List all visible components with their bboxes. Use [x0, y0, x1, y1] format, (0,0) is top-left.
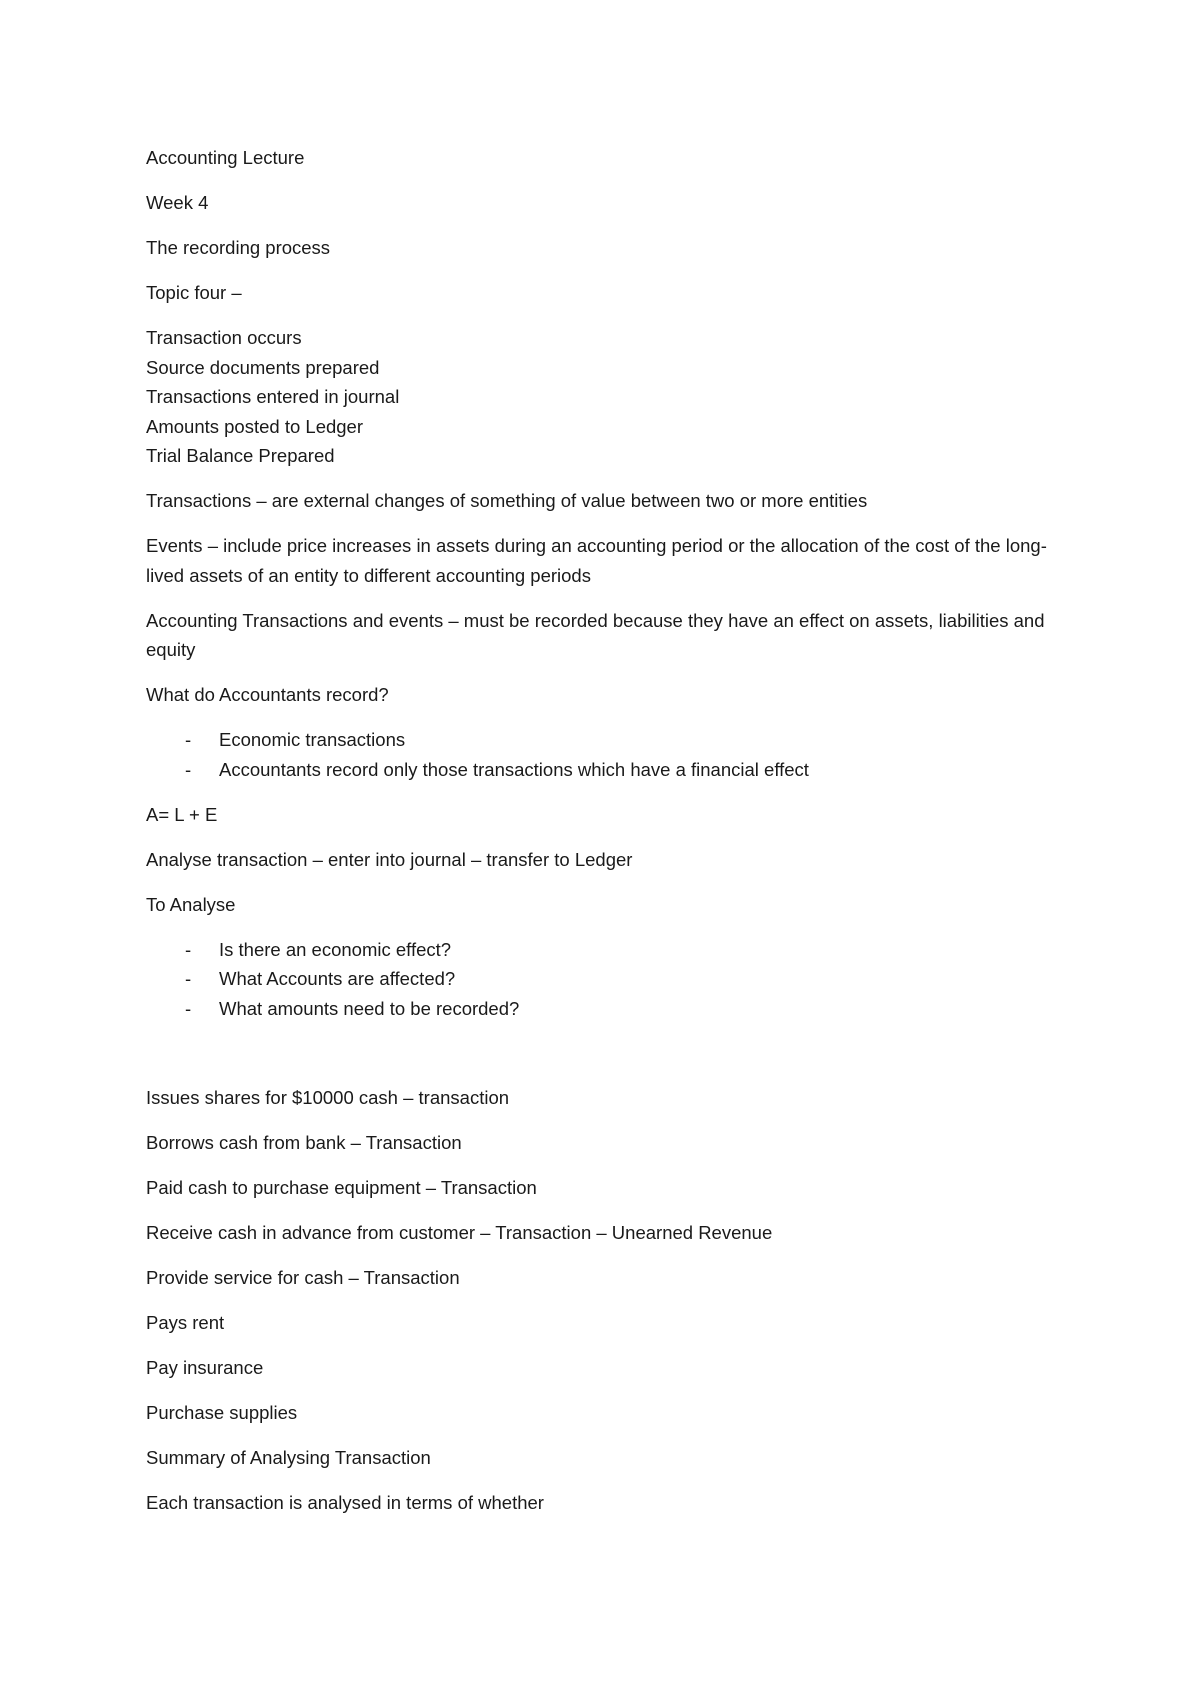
process-step: Transactions entered in journal [146, 386, 400, 407]
example-line: Provide service for cash – Transaction [146, 1266, 460, 1288]
recording-flow: Analyse transaction – enter into journal – transfer to Ledger [146, 848, 633, 870]
accounting-equation: A= L + E [146, 803, 218, 825]
list-item [146, 755, 1066, 785]
process-step: Transaction occurs [146, 327, 302, 348]
week-label: Week 4 [146, 192, 209, 213]
dash-bullet: - [185, 968, 192, 989]
document-subtitle: The recording process [146, 237, 331, 258]
example-line: Receive cash in advance from customer – Transaction – Unearned Revenue [146, 1221, 773, 1243]
list-item-text: Economic transactions [219, 729, 406, 750]
list-item-text: What Accounts are affected? [219, 968, 456, 989]
dash-bullet: - [185, 938, 192, 960]
record-list [146, 725, 1066, 784]
document-body [146, 143, 1066, 1533]
list-item-text: Is there an economic effect? [219, 938, 452, 960]
process-step: Trial Balance Prepared [146, 445, 335, 466]
example-line: Issues shares for $10000 cash – transaction [146, 1086, 510, 1108]
process-steps [146, 323, 1066, 471]
accounting-definition: Accounting Transactions and events – must be recorded because they have an effect on assets, liabilities and equity [146, 609, 1045, 660]
example-line: Pay insurance [146, 1356, 264, 1378]
to-analyse-heading: To Analyse [146, 893, 236, 915]
example-line: Purchase supplies [146, 1401, 298, 1423]
example-line: Borrows cash from bank – Transaction [146, 1131, 462, 1153]
dash-bullet: - [185, 997, 192, 1019]
process-step: Source documents prepared [146, 356, 380, 378]
list-item [146, 725, 1066, 755]
example-line: Summary of Analysing Transaction [146, 1446, 431, 1468]
list-item-text: Accountants record only those transactions which have a financial effect [219, 758, 809, 780]
analyse-list [146, 935, 1066, 1024]
transactions-definition: Transactions – are external changes of something of value between two or more entities [146, 490, 868, 511]
example-line: Each transaction is analysed in terms of whether [146, 1491, 544, 1513]
list-item [146, 994, 1066, 1024]
record-question: What do Accountants record? [146, 684, 389, 705]
document-title: Accounting Lecture [146, 147, 305, 168]
example-line: Paid cash to purchase equipment – Transaction [146, 1176, 537, 1198]
list-item [146, 964, 1066, 994]
process-step: Amounts posted to Ledger [146, 415, 364, 437]
dash-bullet: - [185, 758, 192, 780]
events-definition: Events – include price increases in assets during an accounting period or the allocation of the cost of the long-lived assets of an entity to different accounting periods [146, 535, 1047, 586]
dash-bullet: - [185, 729, 192, 750]
topic-label: Topic four – [146, 282, 242, 303]
list-item [146, 935, 1066, 965]
blank-gap [146, 1039, 1066, 1083]
list-item-text: What amounts need to be recorded? [219, 997, 520, 1019]
example-line: Pays rent [146, 1311, 225, 1333]
